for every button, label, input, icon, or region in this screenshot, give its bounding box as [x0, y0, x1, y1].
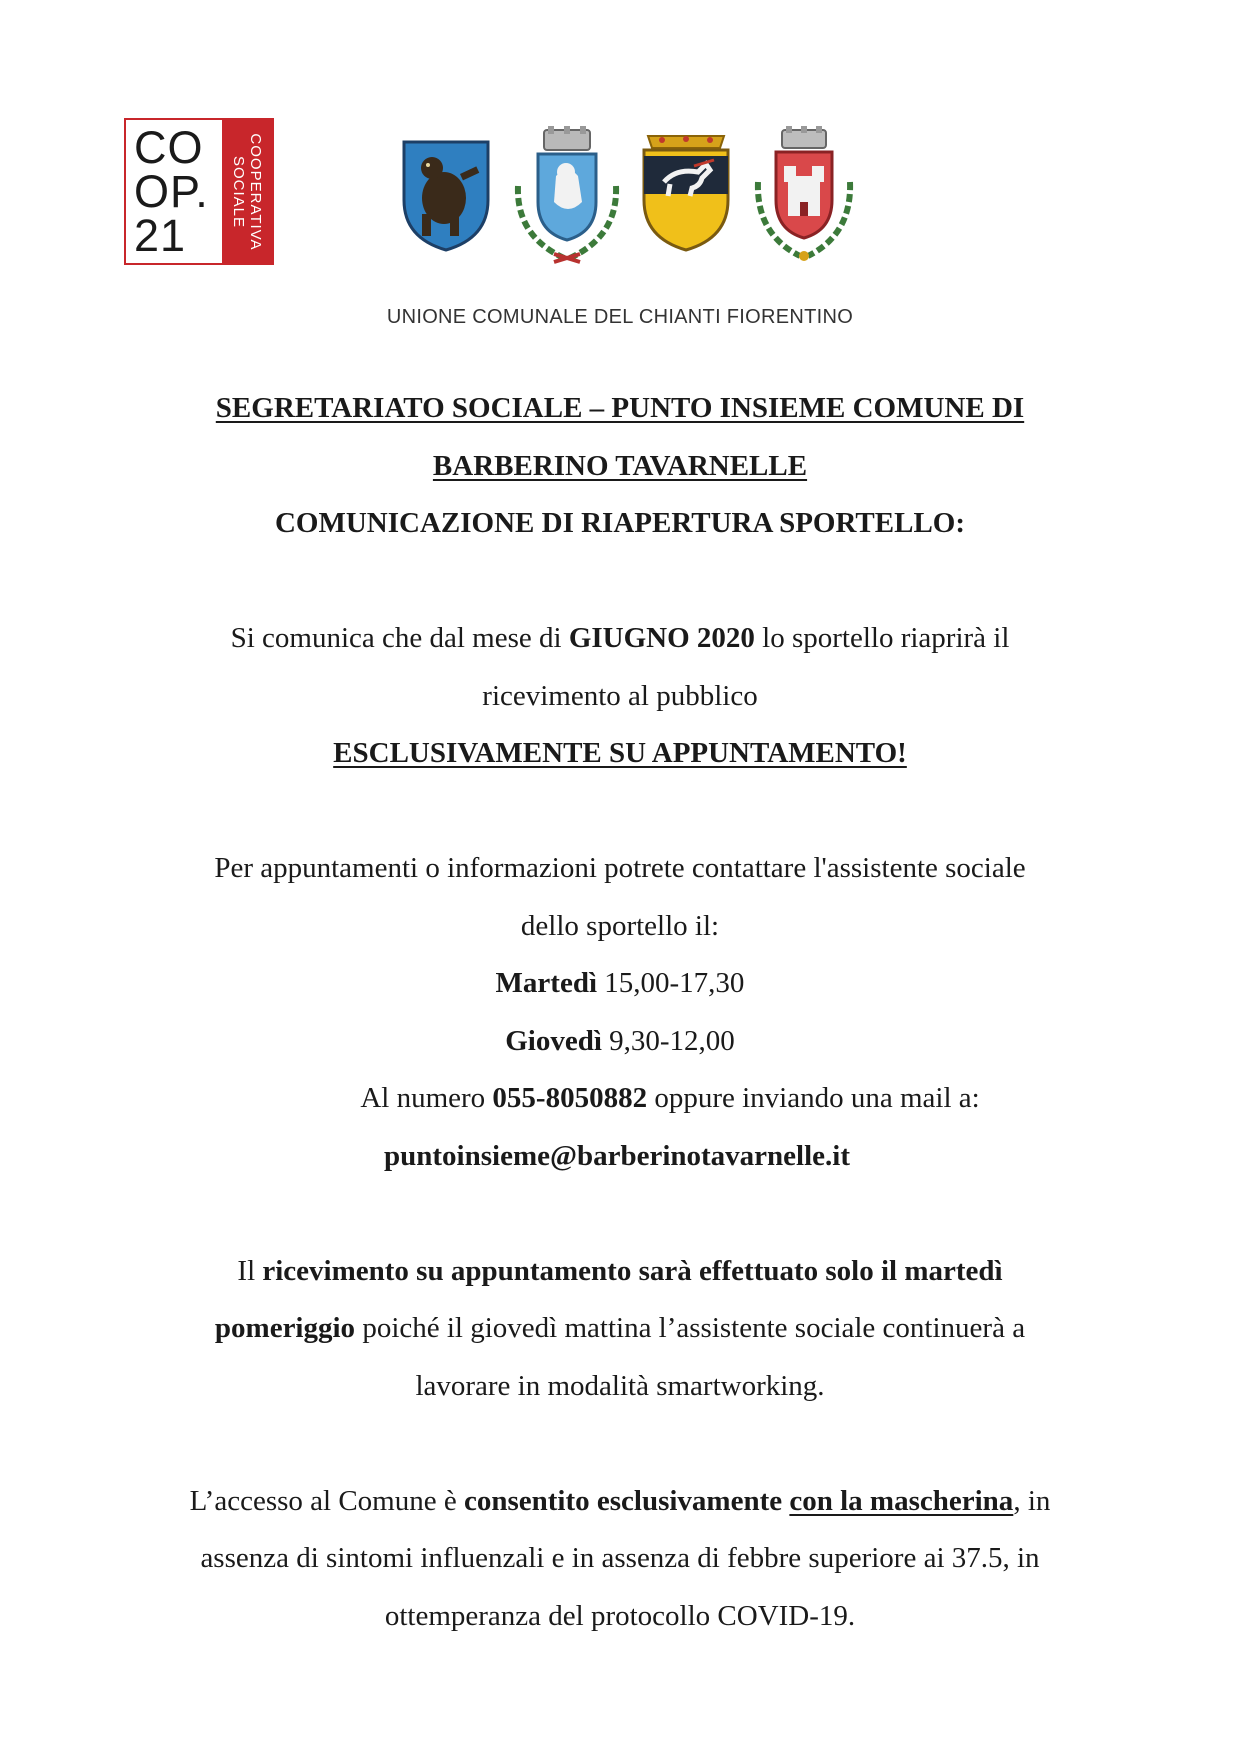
announcement-line-1 [120, 610, 1120, 668]
text: oppure inviando una mail a: [647, 1082, 980, 1114]
email-address[interactable]: puntoinsieme@barberinotavarnelle.it [384, 1139, 850, 1172]
text-bold: consentito esclusivamente [463, 1484, 783, 1517]
castle-crest-icon [748, 126, 860, 266]
notice-body [120, 380, 1120, 1645]
day-label: Martedì [495, 967, 598, 999]
heading-line-1 [120, 380, 1120, 438]
text: , in [1013, 1484, 1051, 1517]
appointment-only-text: ESCLUSIVAMENTE SU APPUNTAMENTO! [333, 737, 907, 769]
phone-line [120, 1070, 1120, 1128]
date-text: GIUGNO 2020 [568, 622, 755, 654]
coop21-mark [126, 120, 222, 263]
union-name: UNIONE COMUNALE DEL CHIANTI FIORENTINO [386, 306, 854, 328]
hours: 15,00-17,30 [597, 967, 745, 999]
text: Il [237, 1254, 263, 1287]
heading-text: SEGRETARIATO SOCIALE – PUNTO INSIEME COMUNE DI [215, 392, 1025, 424]
reception-line-3: lavorare in modalità smartworking. [415, 1369, 825, 1402]
mask-requirement: con la mascherina [789, 1484, 1014, 1517]
text: poiché il giovedì mattina l’assistente sociale continuerà a [355, 1312, 1026, 1344]
phone-number[interactable]: 055-8050882 [492, 1082, 648, 1114]
access-line-3: ottemperanza del protocollo COVID-19. [384, 1599, 856, 1632]
reception-line-2 [120, 1300, 1120, 1358]
contacts-intro-1: Per appuntamenti o informazioni potrete contattare l'assistente sociale [214, 852, 1026, 884]
access-line-1 [120, 1473, 1120, 1531]
coop21-mark-line: OP. [134, 165, 209, 217]
coop21-band-text [230, 133, 264, 250]
reception-line-1 [120, 1243, 1120, 1301]
text: Si comunica che dal mese di [230, 622, 569, 654]
text: lo sportello riaprirà il [754, 622, 1010, 654]
coop21-band-line: SOCIALE [230, 155, 247, 228]
text-bold: ricevimento su appuntamento sarà effettuato solo il martedì [262, 1254, 1003, 1287]
horse-crest-icon [636, 130, 736, 254]
coop21-band-line: COOPERATIVA [247, 132, 264, 251]
coop21-band [222, 120, 272, 263]
hours: 9,30-12,00 [601, 1024, 735, 1057]
heading-line-3 [120, 495, 1120, 553]
schedule-tuesday [120, 955, 1120, 1013]
municipal-crests [398, 134, 878, 284]
heading-text: COMUNICAZIONE DI RIAPERTURA SPORTELLO: [274, 507, 965, 539]
day-label: Giovedì [505, 1024, 602, 1057]
coop21-mark-line: 21 [134, 209, 187, 261]
announcement-line-3 [120, 725, 1120, 783]
email-line [114, 1128, 1120, 1186]
heading-line-2 [120, 438, 1120, 496]
schedule-thursday [120, 1013, 1120, 1071]
coop21-logo [124, 118, 274, 265]
text-bold: pomeriggio [214, 1312, 356, 1344]
heading-text: BARBERINO TAVARNELLE [432, 449, 808, 482]
bear-crest-icon [398, 134, 494, 254]
coop21-mark-line: CO [134, 121, 204, 173]
announcement-line-2: ricevimento al pubblico [482, 679, 758, 712]
text: Al numero [360, 1082, 493, 1114]
contacts-intro-2: dello sportello il: [520, 909, 720, 942]
text: L’accesso al Comune è [189, 1484, 464, 1517]
access-line-2: assenza di sintomi influenzali e in assenza di febbre superiore ai 37.5, in [200, 1542, 1040, 1574]
lion-crest-icon [508, 126, 626, 266]
